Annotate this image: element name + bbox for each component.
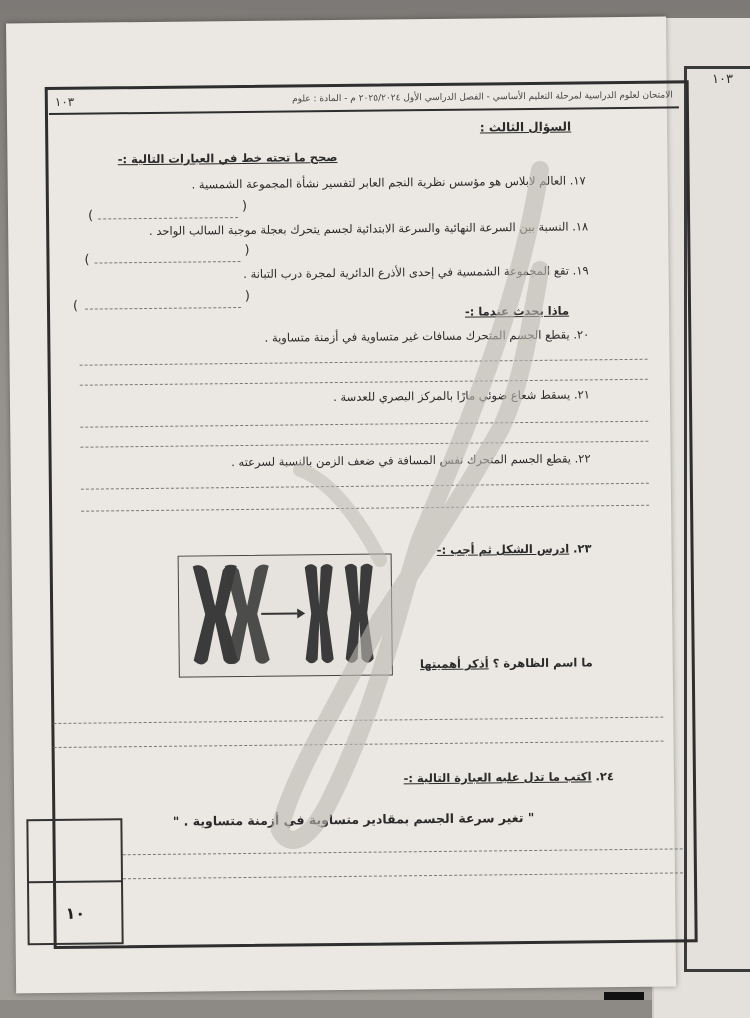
part-b-instruction: ماذا يحدث عندما :- xyxy=(465,304,569,319)
score-cell-empty[interactable] xyxy=(28,820,121,881)
question-text: يقطع الجسم المتحرك نفس المسافة في ضعف الزمن بالنسبة لسرعته . xyxy=(231,452,571,470)
question-number: ١٨ xyxy=(576,219,589,233)
corner-mark xyxy=(604,992,644,1000)
answer-paren-open: ) xyxy=(244,243,249,258)
page-number: ١٠٣ xyxy=(55,95,74,109)
section-title: السؤال الثالث : xyxy=(480,120,571,135)
chromosome-figure xyxy=(178,553,393,677)
header-info: الامتحان لعلوم الدراسية لمرحلة التعليم الأساسي - الفصل الدراسي الأول ٢٠٢٥/٢٠٢٤ م - المادة : علوم xyxy=(292,90,673,104)
question-17: ١٧. العالم لابلاس هو مؤسس نظرية النجم العابر لتفسير نشأة المجموعة الشمسية . xyxy=(192,173,586,191)
question-23: ٢٣. ادرس الشكل ثم أجب :- xyxy=(437,541,592,557)
question-number: ٢٠ xyxy=(577,327,590,341)
question-number: ١٩ xyxy=(576,263,589,277)
question-23-ask xyxy=(420,655,593,671)
question-instruction: اكتب ما تدل عليه العبارة التالية :- xyxy=(404,769,592,785)
exam-page xyxy=(6,17,676,994)
question-24: ٢٤. اكتب ما تدل عليه العبارة التالية :- xyxy=(404,769,614,785)
question-number: ٢٣ xyxy=(577,541,591,555)
arrow-icon xyxy=(261,608,305,618)
question-18: ١٨. النسبة بين السرعة النهائية والسرعة الابتدائية لجسم يتحرك بعجلة موجبة السالب الواحد . xyxy=(149,219,588,238)
question-sub: أذكر أهميتها xyxy=(420,656,489,671)
question-text: يقطع الجسم المتحرك مسافات غير متساوية في أزمنة متساوية . xyxy=(265,328,570,345)
answer-paren-open: ) xyxy=(245,289,250,304)
answer-paren-close: ( xyxy=(84,253,89,268)
facing-page-number: ١٠٣ xyxy=(712,72,733,87)
part-a-instruction: صحح ما تحته خط في العبارات التالية :- xyxy=(118,150,338,166)
answer-paren-close: ( xyxy=(73,299,78,314)
question-21: ٢١. يسقط شعاع ضوئي مارًا بالمركز البصري للعدسة . xyxy=(333,387,590,404)
question-22: ٢٢. يقطع الجسم المتحرك نفس المسافة في ضعف الزمن بالنسبة لسرعته . xyxy=(231,451,591,469)
question-number: ٢٤ xyxy=(600,769,614,783)
question-24-quote: " تغير سرعة الجسم بمقادير متساوية في أزمنة متساوية . " xyxy=(173,810,535,829)
score-total: ١٠ xyxy=(29,880,122,943)
answer-paren-close: ( xyxy=(88,209,93,224)
question-text: ما اسم الظاهرة ؟ xyxy=(493,655,593,670)
question-number: ٢١ xyxy=(578,387,591,401)
question-text: تقع المجموعة الشمسية في إحدى الأذرع الدائرية لمجرة درب التبانة . xyxy=(243,264,569,281)
question-number: ١٧ xyxy=(573,173,586,187)
chromosome-pair-left xyxy=(193,564,270,664)
chromosome-pair-right xyxy=(305,564,374,664)
answer-paren-open: ) xyxy=(242,199,247,214)
question-text: يسقط شعاع ضوئي مارًا بالمركز البصري للعدسة . xyxy=(333,388,570,404)
question-text: النسبة بين السرعة النهائية والسرعة الابتدائية لجسم يتحرك بعجلة موجبة السالب الواحد . xyxy=(149,220,569,238)
question-instruction: ادرس الشكل ثم أجب :- xyxy=(437,542,570,557)
question-number: ٢٢ xyxy=(578,451,591,465)
question-19: ١٩. تقع المجموعة الشمسية في إحدى الأذرع الدائرية لمجرة درب التبانة . xyxy=(243,263,589,281)
score-box xyxy=(26,818,123,945)
chromosome-diagram xyxy=(179,554,392,676)
question-20: ٢٠. يقطع الجسم المتحرك مسافات غير متساوية في أزمنة متساوية . xyxy=(265,327,590,344)
question-text: العالم لابلاس هو مؤسس نظرية النجم العابر لتفسير نشأة المجموعة الشمسية . xyxy=(192,174,567,192)
